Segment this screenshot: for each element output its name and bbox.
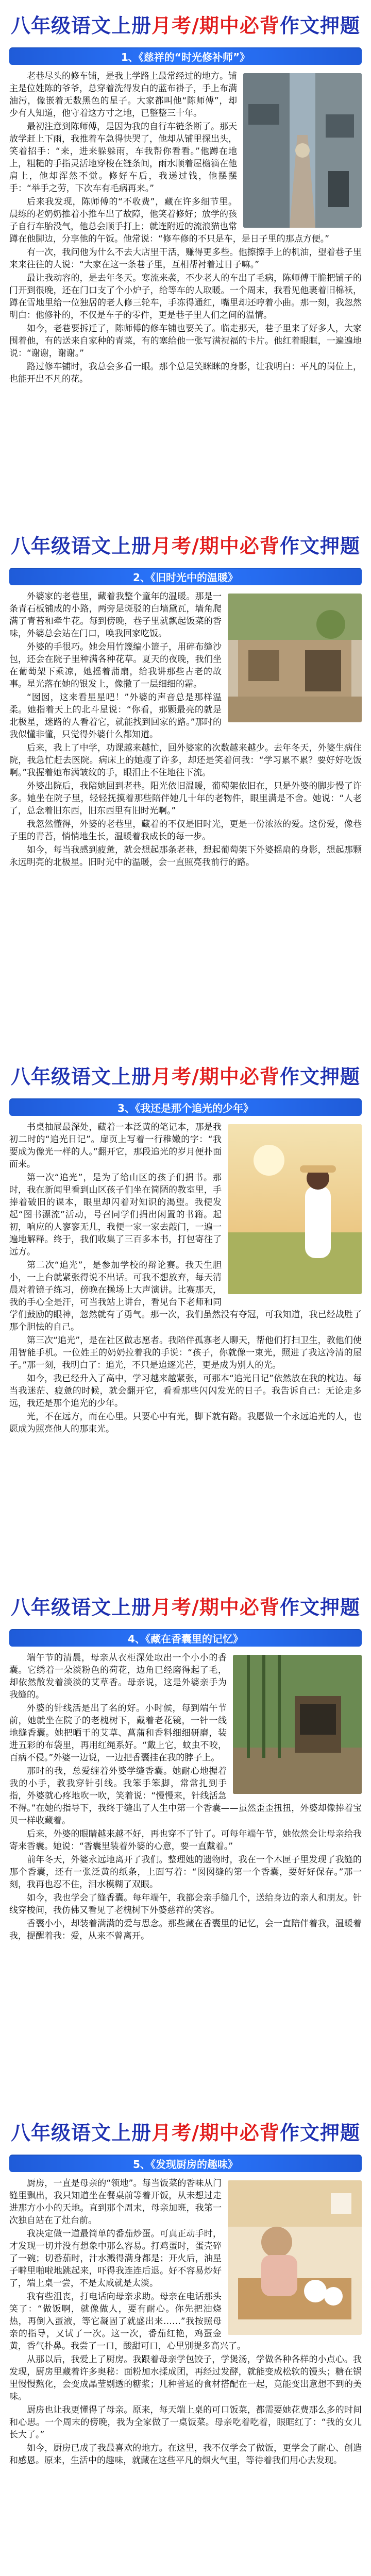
- essay-paragraph: 我有些沮丧，打电话向母亲求助。母亲在电话那头笑了：“做饭啊，就像做人，要有耐心。你先把油烧热，再倒入蛋液，等它凝固了就盛出来……”我按照母亲的指导，又试了一次。这一次，番茄红艳，鸡蛋金黄，香气扑鼻。我尝了一口，酸甜可口，心里别提多高兴了。: [9, 2292, 246, 2351]
- essay-paragraph: 如今，我已经升入了高中，学习越来越紧张，可那本“追光日记”依然放在我的枕边。每当我迷茫、疲惫的时候，就会翻开它，看看那些闪闪发光的日子。我告诉自己：无论走多远，我还是那个追光的少年。: [9, 1374, 362, 1409]
- essay-body: [9, 1121, 362, 1435]
- essay-paragraph: 最初注意到陈师傅，是因为我的自行车链条断了。那天放学赶上下雨，我推着车急得快哭了，他却从铺里探出头，笑着招手：“来，进来躲躲雨，车我帮你看看。”他蹲在地上，粗糙的手指灵活地穿梭在链条间，雨水顺着屋檐滴在他肩上，他却浑然不觉。修好车后，我递过钱，他摆摆手：“举手之劳，下次车有毛病再来。”: [9, 122, 237, 194]
- essay-paragraph: 后来我发现，陈师傅的“不收费”，藏在许多细节里。晨练的老奶奶推着小推车出了故障，他笑着修好；放学的孩子自行车胎没气，他总会顺手打上；就连附近的流浪猫也常蹲在他脚边，分享他的午饭。他常说：“修车修的不只是车，是日子里的那点方便。”: [9, 197, 330, 244]
- essay-paragraph: 路过修车铺时，我总会多看一眼。那个总是笑眯眯的身影，让我明白：平凡的岗位上，也能开出不凡的花。: [9, 362, 362, 384]
- section-header: [0, 1582, 371, 1629]
- header-text-exam: 月考/期中必背: [151, 534, 280, 557]
- section-header: [0, 1051, 371, 1098]
- header-text-exam: 月考/期中必背: [151, 2121, 280, 2144]
- essay-paragraph: 外婆的手很巧。她会用竹篾编小篮子，用碎布缝沙包，还会在院子里种满各种花草。夏天的夜晚，我们坐在葡萄架下乘凉，她摇着蒲扇，给我讲那些古老的故事。星光落在她的银发上，像撒了一层细细的霜。: [9, 642, 222, 689]
- essay-paragraph: 如今，老巷要拆迁了，陈师傅的修车铺也要关了。临走那天，巷子里来了好多人，大家围着他，有的送来自家种的青菜，有的塞给他一张写满祝福的卡片。他红着眼眶，一遍遍地说：“谢谢，谢谢。”: [9, 324, 362, 359]
- essay-body: [9, 1652, 362, 1942]
- header-text-topic: 作文押题: [279, 1065, 360, 1088]
- essay-paragraph: 如今，厨房已成了我最喜欢的地方。在这里，我不仅学会了做饭，更学会了耐心、创造和感恩。原来，生活中的趣味，就藏在这些平凡的烟火气里，等待着我们用心去发现。: [9, 2443, 362, 2466]
- essay-paragraph: 外婆的针线活是出了名的好。小时候，每到端午节前，她就坐在院子的老槐树下，戴着老花镜，一针一线地缝香囊。她把晒干的艾草、菖蒲和香料细细研磨，装进五彩的布袋里，再用红绳系好。“戴上它，蚊虫不咬，百病不侵。”外婆一边说，一边把香囊挂在我的脖子上。: [9, 1703, 227, 1763]
- essay-paragraph: 厨房，一直是母亲的“领地”。每当饭菜的香味从门缝里飘出，我只知道坐在餐桌前等着开饭，从未想过走进那方小小的天地。直到那个周末，母亲加班，我第一次独自站在了灶台前。: [9, 2178, 222, 2226]
- essay-title-banner: 2、《旧时光中的温暖》: [9, 568, 362, 585]
- essay-paragraph: 第一次“追光”，是为了给山区的孩子们捐书。那时，我在新闻里看到山区孩子们坐在简陋的教室里，手捧着破旧的课本，眼里却闪着对知识的渴望。我便发起“图书漂流”活动，号召同学们捐出闲置的书籍。起初，响应的人寥寥无几，我便一家一家去敲门，一遍一遍地解释。终于，我们收集了三百多本书，打包寄往了远方。: [9, 1173, 222, 1257]
- essay-paragraph: 光，不在远方，而在心里。只要心中有光，脚下就有路。我愿做一个永远追光的人，也愿成为照亮他人的那束光。: [9, 1412, 362, 1434]
- header-text-grade: 八年级语文上册: [11, 14, 152, 37]
- kitchen-photo-icon: [228, 2180, 362, 2335]
- essay-paragraph: 老巷尽头的修车铺，是我上学路上最常经过的地方。铺主是位姓陈的爷爷，总穿着洗得发白的蓝布褂子，手上布满油污，像嵌着无数黑色的星子。大家都叫他“陈师傅”，却少有人知道，他守着这方寸之地，已整整三十年。: [9, 71, 237, 118]
- header-text-grade: 八年级语文上册: [11, 2121, 152, 2144]
- header-text-topic: 作文押题: [279, 534, 360, 557]
- essay-section-5: [0, 2107, 371, 2576]
- header-text-exam: 月考/期中必背: [151, 14, 280, 37]
- essay-paragraph: 香囊小小，却装着满满的爱与思念。那些藏在香囊里的记忆，会一直陪伴着我，温暖着我，提醒着我：爱，从来不曾离开。: [9, 1919, 362, 1941]
- essay-paragraph: 如今，每当我感到疲惫，就会想起那条老巷，想起葡萄架下外婆摇扇的身影，想起那颗永远明亮的北极星。旧时光中的温暖，会一直照亮我前行的路。: [9, 845, 362, 868]
- essay-body: [9, 70, 362, 385]
- essay-paragraph: 后来，外婆的眼睛越来越不好，再也穿不了针了。可每年端午节，她依然会让母亲给我寄来香囊。她说：“香囊里装着外婆的心意，要一直戴着。”: [9, 1829, 362, 1852]
- girl-in-field-photo-icon: [228, 1124, 362, 1294]
- section-header: [0, 2107, 371, 2155]
- essay-title-banner: 3、《我还是那个追光的少年》: [9, 1098, 362, 1116]
- header-text-topic: 作文押题: [279, 1596, 360, 1619]
- essay-paragraph: 我忽然懂得，外婆的老巷里，藏着的不仅是旧时光，更是一份浓浓的爱。这份爱，像巷子里的青苔，悄悄地生长，温暖着我成长的每一步。: [9, 819, 362, 842]
- essay-paragraph: 那时的我，总爱缠着外婆学缝香囊。她耐心地握着我的小手，教我穿针引线。我笨手笨脚，常常扎到手指，外婆就心疼地吹一吹，笑着说：“慢慢来，针线活急不得。”在她的指导下，我终于缝出了人生中第一个香囊——虽然歪歪扭扭，外婆却像捧着宝贝一样收藏着。: [9, 1766, 362, 1826]
- courtyard-photo-icon: [228, 594, 362, 722]
- essay-paragraph: 端午节的清晨，母亲从衣柜深处取出一个小小的香囊。它绣着一朵淡粉色的荷花，边角已经磨得起了毛，却依然散发着淡淡的艾草香。母亲说，这是外婆亲手为我缝的。: [9, 1653, 227, 1700]
- essay-paragraph: 外婆出院后，我陪她回到老巷。阳光依旧温暖，葡萄架依旧在，只是外婆的脚步慢了许多。她坐在院子里，轻轻抚摸着那些陪伴她几十年的老物件，眼里满是不舍。她说：“人老了，总念着旧东西，旧东西里有旧时光啊。”: [9, 781, 362, 816]
- essay-paragraph: 从那以后，我爱上了厨房。我跟着母亲学包饺子，学煲汤，学做各种各样的小点心。我发现，厨房里藏着许多奥秘：面粉加水揉成团，再经过发酵，就能变成松软的馒头；糖在锅里慢慢熬化，会变成晶莹剔透的糖浆；几种普通的食材搭配在一起，竟能变出意想不到的美味。: [9, 2354, 362, 2402]
- essay-body: [9, 590, 362, 869]
- essay-paragraph: 厨房也让我更懂得了母亲。原来，每天端上桌的可口饭菜，都需要她花费那么多的时间和心思。一个周末的傍晚，我为全家做了一桌饭菜。母亲吃着吃着，眼眶红了：“我的女儿长大了。”: [9, 2405, 362, 2440]
- header-text-topic: 作文押题: [279, 14, 360, 37]
- essay-paragraph: 我决定做一道最简单的番茄炒蛋。可真正动手时，才发现一切并没有想象中那么容易。打鸡蛋时，蛋壳碎了一碗；切番茄时，汁水溅得满身都是；开火后，油星子噼里啪啦地跳起来，吓得我连连后退。好不容易炒好了，端上桌一尝，不是太咸就是太淡。: [9, 2229, 222, 2289]
- essay-paragraph: 有一次，我问他为什么不去大店里干活，赚得更多些。他擦擦手上的机油，望着巷子里来来往往的人说：“大家在这一条巷子里，互相帮衬着过日子嘛。”: [9, 247, 362, 270]
- essay-paragraph: 后来，我上了中学，功课越来越忙，回外婆家的次数越来越少。去年冬天，外婆生病住院，我急忙赶去医院。病床上的她瘦了许多，却还是笑着问我：“学习累不累？要好好吃饭啊。”我握着她布满皱纹的手，眼泪止不住地往下流。: [9, 743, 362, 778]
- essay-section-3: [0, 1051, 371, 1582]
- alley-photo-icon: [243, 73, 362, 228]
- essay-paragraph: 第二次“追光”，是参加学校的辩论赛。我天生胆小，一上台就紧张得说不出话。可我不想放弃，每天清晨对着镜子练习，傍晚在操场上大声演讲。比赛那天，我的手心全是汗，可当我站上讲台，看见台下老师和同学们鼓励的眼神，忽然就有了勇气。那一次，我们虽然没有夺冠，可我知道，我已经战胜了那个胆怯的自己。: [9, 1260, 362, 1332]
- essay-paragraph: 最让我动容的，是去年冬天。寒流来袭，不少老人的车出了毛病，陈师傅干脆把铺子的门开到很晚，还在门口支了个小炉子，给等车的人取暖。一个周末，我看见他裹着旧棉袄，蹲在雪地里给一位独居的老人修三轮车，手冻得通红，嘴里却还哼着小曲。那一刻，我忽然明白：他修补的，不仅是车子的零件，更是巷子里人们之间的温情。: [9, 273, 362, 320]
- essay-title-banner: 5、《发现厨房的趣味》: [9, 2155, 362, 2172]
- header-text-grade: 八年级语文上册: [11, 1596, 152, 1619]
- essay-title-banner: 4、《藏在香囊里的记忆》: [9, 1629, 362, 1647]
- section-header: [0, 520, 371, 568]
- section-header: [0, 0, 371, 47]
- essay-section-2: [0, 520, 371, 1051]
- essay-paragraph: 书桌抽屉最深处，藏着一本泛黄的笔记本，那是我初二时的“追光日记”。扉页上写着一行稚嫩的字：“我要成为像光一样的人。”翻开它，那段追光的岁月便扑面而来。: [9, 1122, 222, 1170]
- essay-title-banner: 1、《慈祥的“时光修补师”》: [9, 47, 362, 65]
- essay-paragraph: 如今，我也学会了缝香囊。每年端午，我都会亲手缝几个，送给身边的亲人和朋友。针线穿梭间，我仿佛又看见了老槐树下外婆慈祥的笑容。: [9, 1893, 362, 1916]
- header-text-exam: 月考/期中必背: [151, 1065, 280, 1088]
- essay-paragraph: 外婆家的老巷里，藏着我整个童年的温暖。那是一条青石板铺成的小路，两旁是斑驳的白墙黛瓦，墙角爬满了青苔和牵牛花。每到傍晚，巷子里就飘起饭菜的香味，外婆总会站在门口，唤我回家吃饭。: [9, 591, 222, 639]
- essay-body: [9, 2177, 362, 2467]
- bamboo-courtyard-photo-icon: [233, 1655, 362, 1794]
- essay-paragraph: 第三次“追光”，是在社区做志愿者。我陪伴孤寡老人聊天，帮他们打扫卫生，教他们使用智能手机。一位姓王的奶奶拉着我的手说：“孩子，你就像一束光，照进了我这冷清的屋子。”那一刻，我明白了：追光，不只是追逐光芒，更是成为别人的光。: [9, 1335, 362, 1370]
- header-text-grade: 八年级语文上册: [11, 1065, 152, 1088]
- header-text-grade: 八年级语文上册: [11, 534, 152, 557]
- essay-paragraph: 前年冬天，外婆永远地离开了我们。整理她的遗物时，我在一个木匣子里发现了我缝的那个香囊，还有一张泛黄的纸条，上面写着：“囡囡缝的第一个香囊，要好好保存。”那一刻，我再也忍不住，泪水模糊了双眼。: [9, 1855, 362, 1890]
- header-text-exam: 月考/期中必背: [151, 1596, 280, 1619]
- header-text-topic: 作文押题: [279, 2121, 360, 2144]
- essay-section-4: [0, 1582, 371, 2107]
- essay-paragraph: “囡囡，这来看星星吧！”外婆的声音总是那样温柔。她指着天上的北斗星说：“你看，那颗最亮的就是北极星，迷路的人看着它，就能找到回家的路。”那时的我似懂非懂，只觉得外婆什么都知道。: [9, 692, 222, 740]
- essay-section-1: [0, 0, 371, 520]
